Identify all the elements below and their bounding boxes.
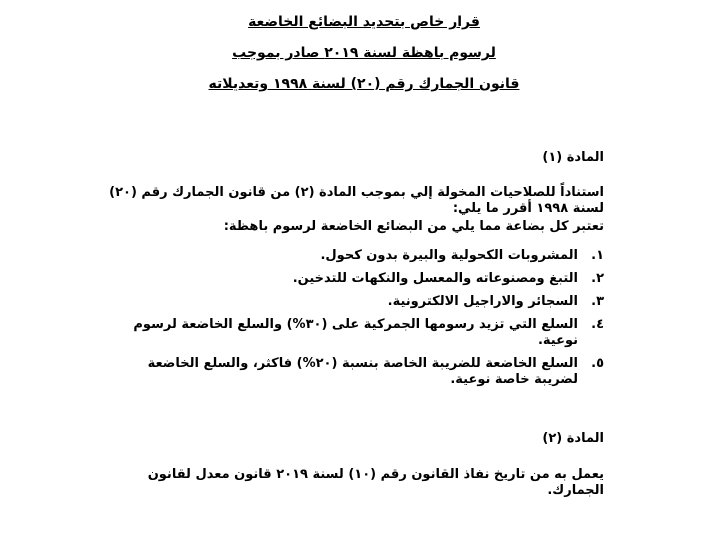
article-1-heading: المادة (١) xyxy=(542,150,604,165)
list-item-text: السجائر والاراجيل الالكترونية. xyxy=(387,294,578,309)
article-1-lead: تعتبر كل بضاعة مما يلي من البضائع الخاضعة لرسوم باهظة: xyxy=(223,219,604,234)
list-item-text: التبغ ومصنوعاته والمعسل والنكهات للتدخين. xyxy=(292,271,578,286)
title-line-1-text: قرار خاص بتحديد البضائع الخاضعة xyxy=(248,14,480,30)
list-item xyxy=(104,294,604,310)
title-line-2-text: لرسوم باهظة لسنة ٢٠١٩ صادر بموجب xyxy=(232,45,496,61)
list-item xyxy=(104,356,604,388)
list-item-number: ٤. xyxy=(591,317,604,332)
document-title-line-1 xyxy=(0,13,728,31)
list-item-number: ١. xyxy=(591,248,604,263)
list-item xyxy=(104,271,604,287)
list-item-text: السلع التي تزيد رسومها الجمركية على (٣٠%) والسلع الخاضعة لرسوم نوعية. xyxy=(133,317,578,348)
article-1-intro: استناداً للصلاحيات المخولة إلي بموجب المادة (٢) من قانون الجمارك رقم (٢٠) لسنة ١٩٩٨ أقرر ما يلي: xyxy=(109,185,604,216)
article-2-heading: المادة (٢) xyxy=(542,431,604,446)
list-item-number: ٥. xyxy=(591,356,604,371)
document-title-line-2 xyxy=(0,44,728,62)
article-2-text: يعمل به من تاريخ نفاذ القانون رقم (١٠) لسنة ٢٠١٩ قانون معدل لقانون الجمارك. xyxy=(147,467,604,498)
document-title-line-3 xyxy=(0,75,728,93)
list-item-number: ٢. xyxy=(591,271,604,286)
title-line-3-text: قانون الجمارك رقم (٢٠) لسنة ١٩٩٨ وتعديلاته xyxy=(208,76,520,92)
list-item xyxy=(104,248,604,264)
goods-list xyxy=(104,248,604,395)
list-item-number: ٣. xyxy=(591,294,604,309)
list-item-text: السلع الخاضعة للضريبة الخاصة بنسبة (٢٠%) فاكثر، والسلع الخاضعة لضريبة خاصة نوعية. xyxy=(147,356,578,387)
list-item-text: المشروبات الكحولية والبيرة بدون كحول. xyxy=(320,248,578,263)
list-item xyxy=(104,317,604,349)
